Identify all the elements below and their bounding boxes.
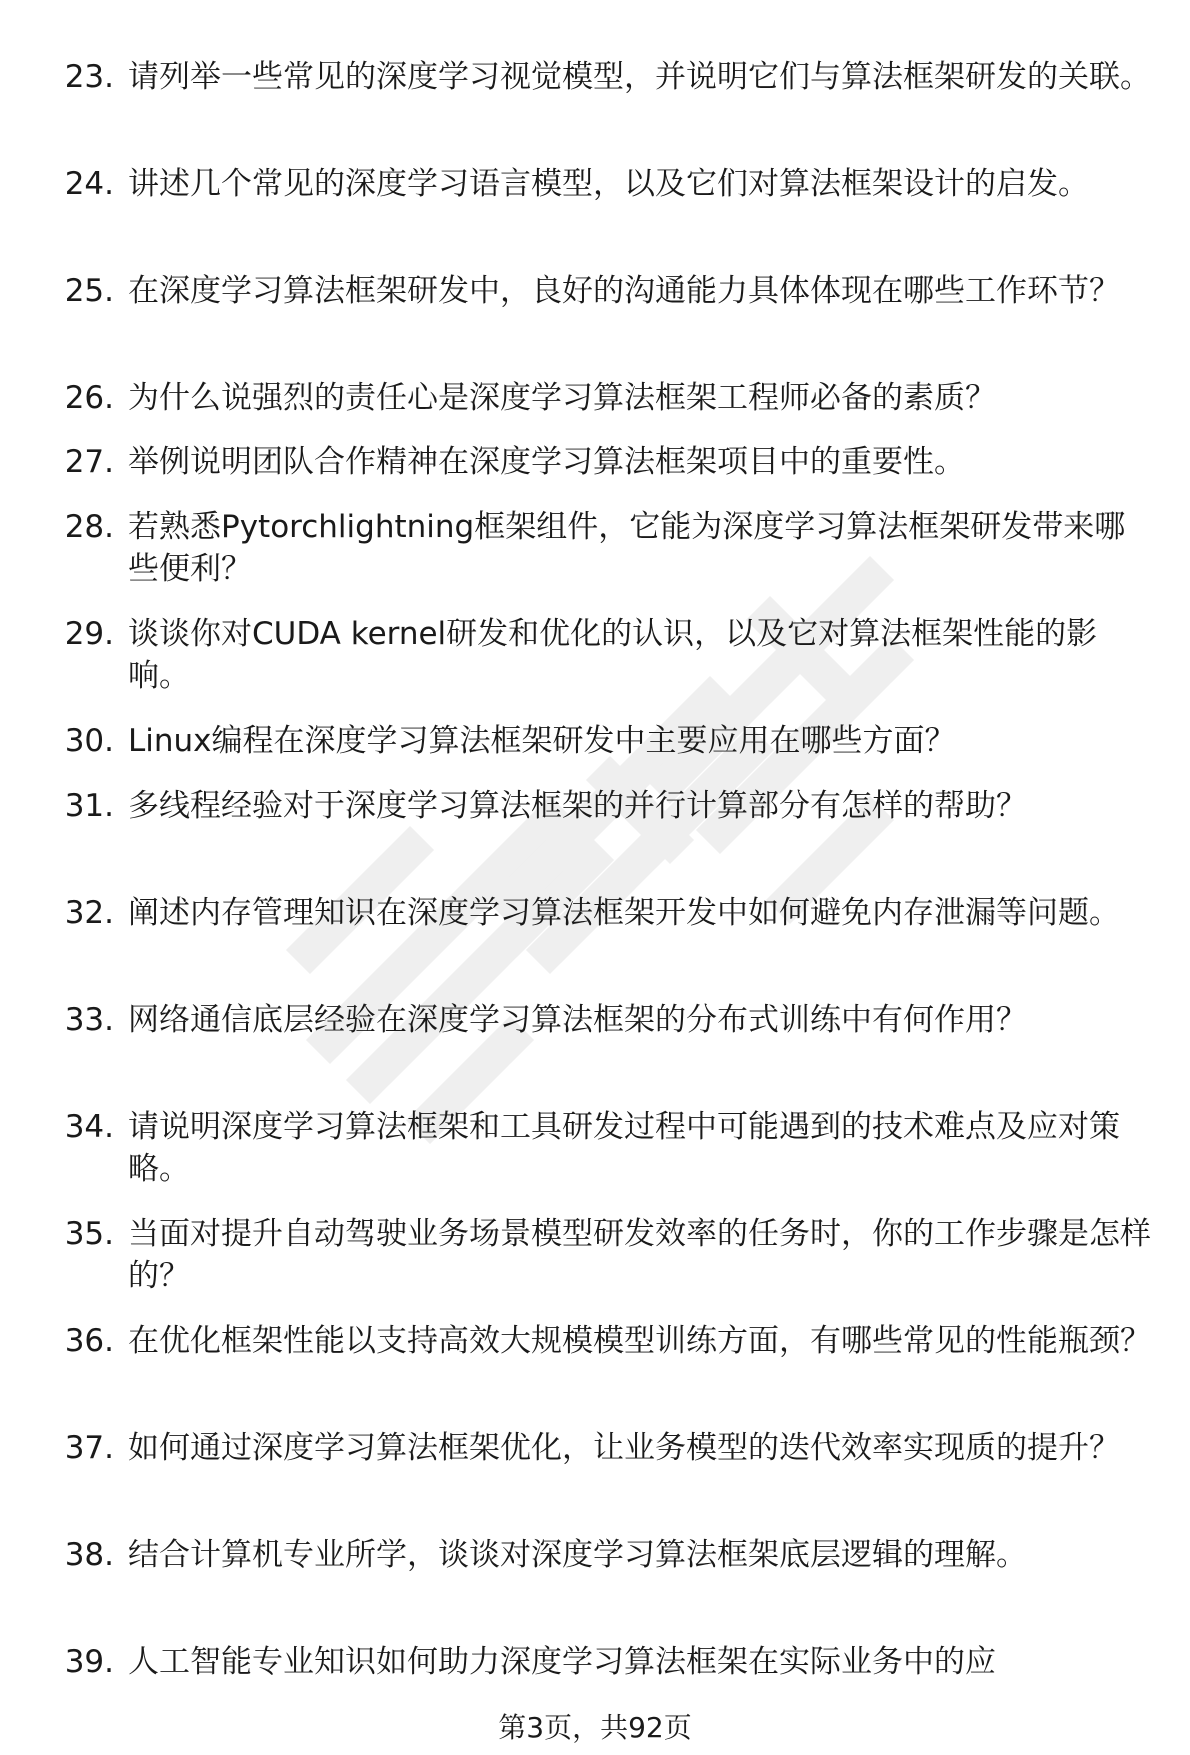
list-item	[56, 892, 1156, 934]
list-item	[56, 1534, 1156, 1576]
list-item	[56, 270, 1156, 312]
question-number: 27.	[64, 444, 114, 480]
question-text: 多线程经验对于深度学习算法框架的并行计算部分有怎样的帮助？	[128, 788, 1027, 824]
list-item	[56, 1106, 1156, 1190]
question-number: 25.	[64, 273, 114, 309]
list-item	[56, 1641, 1156, 1683]
list-item	[56, 163, 1156, 205]
list-item	[56, 441, 1156, 483]
list-item	[56, 506, 1156, 590]
question-number: 28.	[64, 509, 114, 545]
list-item	[56, 1213, 1156, 1297]
list-item	[56, 377, 1156, 419]
question-number: 29.	[64, 616, 114, 652]
question-number: 32.	[64, 895, 114, 931]
question-text: 当面对提升自动驾驶业务场景模型研发效率的任务时，你的工作步骤是怎样的？	[128, 1216, 1151, 1294]
question-number: 31.	[64, 788, 114, 824]
question-number: 30.	[64, 723, 114, 759]
list-item	[56, 999, 1156, 1041]
list-item	[56, 613, 1156, 697]
question-number: 38.	[64, 1537, 114, 1573]
question-text: 请列举一些常见的深度学习视觉模型，并说明它们与算法框架研发的关联。	[128, 59, 1151, 95]
question-text: 结合计算机专业所学，谈谈对深度学习算法框架底层逻辑的理解。	[128, 1537, 1027, 1573]
question-text: Linux编程在深度学习算法框架研发中主要应用在哪些方面？	[128, 723, 956, 759]
question-text: 如何通过深度学习算法框架优化，让业务模型的迭代效率实现质的提升？	[128, 1430, 1120, 1466]
question-text: 为什么说强烈的责任心是深度学习算法框架工程师必备的素质？	[128, 380, 996, 416]
question-number: 37.	[64, 1430, 114, 1466]
question-number: 34.	[64, 1109, 114, 1145]
page-number-footer: 第3页，共92页	[498, 1711, 692, 1744]
list-item	[56, 1427, 1156, 1469]
question-text: 在优化框架性能以支持高效大规模模型训练方面，有哪些常见的性能瓶颈？	[128, 1323, 1151, 1359]
question-number: 35.	[64, 1216, 114, 1252]
question-text: 阐述内存管理知识在深度学习算法框架开发中如何避免内存泄漏等问题。	[128, 895, 1120, 931]
question-text: 讲述几个常见的深度学习语言模型，以及它们对算法框架设计的启发。	[128, 166, 1089, 202]
list-item	[56, 720, 1156, 762]
question-text: 请说明深度学习算法框架和工具研发过程中可能遇到的技术难点及应对策略。	[128, 1109, 1120, 1187]
list-item	[56, 56, 1156, 98]
question-text: 在深度学习算法框架研发中，良好的沟通能力具体体现在哪些工作环节？	[128, 273, 1120, 309]
question-number: 26.	[64, 380, 114, 416]
question-number: 24.	[64, 166, 114, 202]
question-text: 网络通信底层经验在深度学习算法框架的分布式训练中有何作用？	[128, 1002, 1027, 1038]
question-text: 谈谈你对CUDA kernel研发和优化的认识，以及它对算法框架性能的影响。	[128, 616, 1098, 694]
list-item	[56, 1320, 1156, 1362]
question-text: 若熟悉Pytorchlightning框架组件，它能为深度学习算法框架研发带来哪些便利？	[128, 509, 1126, 587]
question-number: 39.	[64, 1644, 114, 1680]
question-number: 36.	[64, 1323, 114, 1359]
question-number: 33.	[64, 1002, 114, 1038]
question-number: 23.	[64, 59, 114, 95]
question-text: 举例说明团队合作精神在深度学习算法框架项目中的重要性。	[128, 444, 965, 480]
list-item	[56, 785, 1156, 827]
question-text: 人工智能专业知识如何助力深度学习算法框架在实际业务中的应	[128, 1644, 996, 1680]
